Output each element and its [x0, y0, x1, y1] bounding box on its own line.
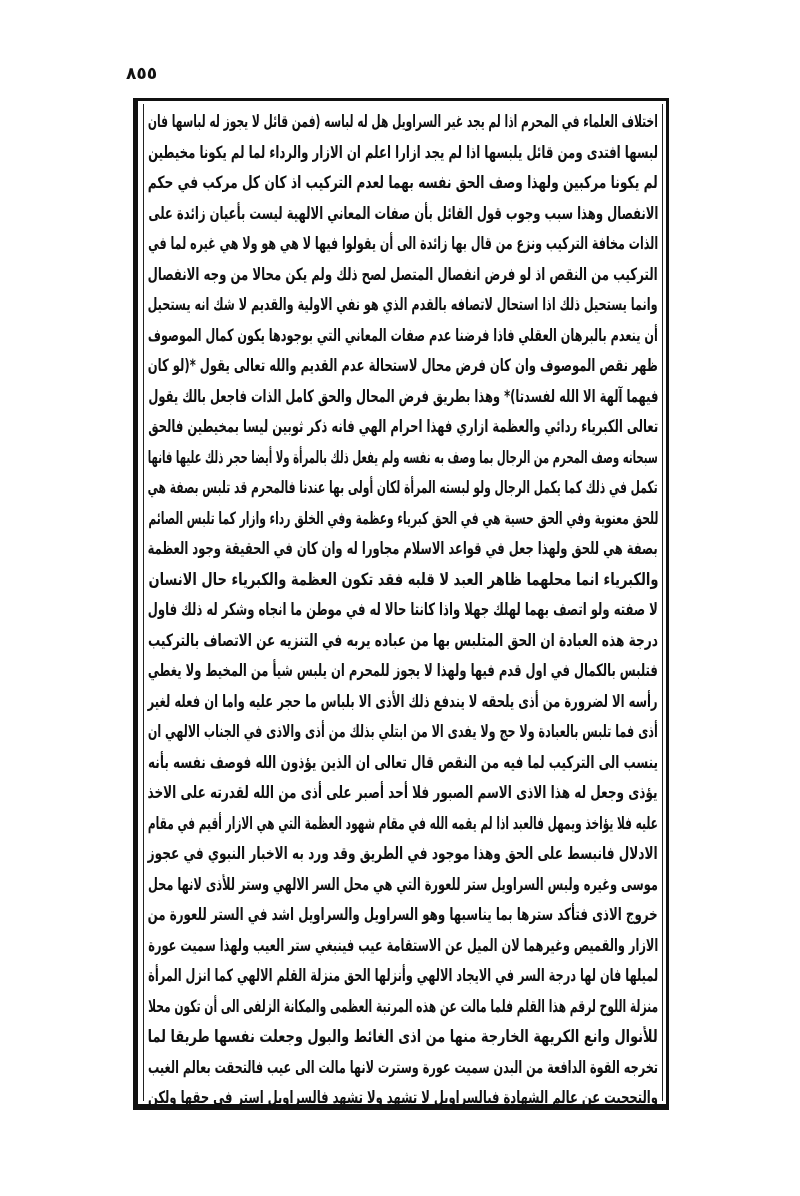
text-line-content: والتحجبت عن عالم الشهادة فبالسراويل لا تشهد ولا تشهد فالسراويل استر في حقها ولكن — [148, 1088, 658, 1108]
text-line — [148, 595, 658, 626]
text-line-content: ظهر نقص الموصوف وان كان فرض محال لاستحالة عدم القديم والله تعالى يقول *(لو كان — [148, 356, 658, 376]
text-line-content: فتلبس بالكمال في اول قدم فيها ولهذا لا يجوز للمحرم ان يلبس شيأ من المخيط ولا يغطي — [148, 661, 658, 681]
text-line-content: لم يكونا مركبين ولهذا وصف الحق نفسه بهما لعدم التركيب اذ كان كل مركب في حكم — [147, 173, 658, 193]
text-line — [148, 565, 658, 596]
text-line — [148, 748, 658, 779]
text-line — [148, 870, 658, 901]
text-line — [148, 626, 658, 657]
text-line-content: خروج الاذى فتأكد سترها بما يناسبها وهو السراويل والسراويل اشد في الستر للعورة من — [148, 905, 658, 925]
text-line-content: الادلال فانبسط على الحق وهذا موجود في الطريق وقد ورد به الاخبار النبوي في عجوز — [147, 844, 658, 864]
text-line-content: أذى فما تلبس بالعبادة ولا حج ولا يفدى الا من ابتلي بذلك من أذى والاذى في الجناب الالهي ان — [148, 722, 658, 742]
text-line — [148, 321, 658, 352]
body-text — [148, 107, 658, 1114]
text-line — [148, 534, 658, 565]
text-line — [148, 778, 658, 809]
text-line — [148, 809, 658, 840]
text-line-content: للحق معنوية وفي الحق حسية هي في الحق كبرياء وعظمة وفي الخلق رداء وازار كما تلبس الصائم — [148, 508, 658, 529]
text-line — [148, 443, 658, 474]
text-line-content: يؤذى وجعل له هذا الاذى الاسم الصبور فلا أحد أصبر على أذى من الله لقدرته على الاخذ — [148, 783, 658, 803]
text-line — [148, 199, 658, 230]
text-line — [148, 168, 658, 199]
text-line-content: التركيب من النقص اذ لو فرض انفصال المتصل لصح ذلك ولم يكن محالا من وجه الانفصال — [147, 264, 658, 285]
text-line-content: والكبرياء انما محلهما ظاهر العبد لا قلبه فقد تكون العظمة والكبرياء حال الانسان — [148, 569, 658, 590]
text-line-content: الانفصال وهذا سبب وجوب قول القائل بأن صفات المعاني الالهية ليست بأعيان زائدة على — [148, 203, 658, 224]
text-line — [148, 260, 658, 291]
text-line-content: اختلاف العلماء في المحرم اذا لم يجد غير السراويل هل له لباسه (فمن قائل لا يجوز له لباسها فان — [148, 112, 658, 132]
page-number: ٨٥٥ — [126, 64, 158, 84]
text-line-content: تعالى الكبرياء ردائي والعظمة ازاري فهذا احرام الهي فانه ذكر ثوبين ليسا بمخيطين فالحق — [148, 417, 658, 437]
text-line — [148, 656, 658, 687]
text-line-content: تكمل في ذلك كما يكمل الرجال ولو لبسته المرأة لكان أولى بها عندنا فالمحرم قد تلبس بصفة هي — [147, 478, 658, 498]
text-line-content: درجة هذه العبادة ان الحق المتلبس بها من عباده يربه في التنزيه عن الاتصاف بالتركيب — [148, 630, 658, 651]
text-line — [148, 229, 658, 260]
text-line — [148, 992, 658, 1023]
text-line — [148, 717, 658, 748]
text-line-content: عليه فلا يؤاخذ ويمهل فالعبد اذا لم يقمه الله في مقام شهود العظمة التي هي الازار أقيم في مقام — [148, 813, 658, 834]
text-line — [148, 1022, 658, 1053]
text-line-content: الازار والقميص وغيرهما لان الميل عن الاستقامة عيب فينبغي ستر العيب ولهذا سميت عورة — [148, 935, 658, 956]
text-line — [148, 900, 658, 931]
text-line — [148, 1083, 658, 1114]
text-line — [148, 351, 658, 382]
text-line — [148, 473, 658, 504]
text-line — [148, 504, 658, 535]
text-line-content: رأسه الا لضرورة من أذى يلحقه لا يندفع ذلك الأذى الا بلباس ما حجر عليه واما ان فعله لغير — [148, 691, 658, 712]
text-line-content: الذات مخافة التركيب ونزع من قال بها زائدة الى أن يقولوا فيها لا هي هو ولا هي غيره لما في — [148, 234, 658, 254]
text-line — [148, 687, 658, 718]
text-line-content: لبسها افتدى ومن قائل يلبسها اذا لم يجد ازارا اعلم ان الازار والرداء لما لم يكونا مخيطين — [148, 142, 658, 163]
text-line-content: فيهما آلهة الا الله لفسدتا)* وهذا بطريق فرض المحال والحق كامل الذات فاجعل بالك يقول — [148, 386, 658, 407]
text-line — [148, 382, 658, 413]
text-line — [148, 931, 658, 962]
text-line-content: سبحانه وصف المحرم من الرجال بما وصف به نفسه ولم يفعل ذلك بالمرأة ولا أيضا حجر ذلك عليها فانها — [148, 447, 658, 468]
text-line — [148, 839, 658, 870]
text-line — [148, 412, 658, 443]
text-line — [148, 290, 658, 321]
text-line — [148, 138, 658, 169]
text-line-content: منزلة اللوح لرقم هذا القلم فلما مالت عن هذه المرتبة العظمى والمكانة الزلفى الى أن تكون محلا — [148, 996, 658, 1017]
text-line-content: ينسب الى التركيب لما فيه من النقص قال تعالى ان الذين يؤذون الله فوصف نفسه بأنه — [148, 752, 658, 773]
text-line-content: لا صفته ولو اتصف بهما لهلك جهلا واذا كانتا حالا له في موطن ما انجاه وشكر له ذلك فاول — [148, 600, 658, 620]
text-line-content: أن ينعدم بالبرهان العقلي فاذا فرضنا عدم صفات المعاني التي بوجودها يكون كمال الموصوف — [148, 325, 658, 346]
text-line-content: لميلها فان لها درجة السر في الايجاد الالهي وأنزلها الحق منزلة القلم الالهي كما انزل المرأة — [147, 966, 658, 986]
text-line-content: تخرجه القوة الدافعة من البدن سميت عورة وسترت لانها مالت الى عيب فالتحقت بعالم الغيب — [147, 1057, 658, 1078]
text-line-content: وانما يستحيل ذلك اذا استحال لاتصافه بالقدم الذي هو نفي الاولية والقديم لا شك انه يستحيل — [148, 295, 658, 315]
text-line — [148, 107, 658, 138]
text-line-content: للأنوال وانع الكريهة الخارجة منها من اذى الغائط والبول وجعلت نفسها طريقا لما — [148, 1027, 658, 1047]
text-line — [148, 961, 658, 992]
text-frame — [133, 98, 669, 1110]
text-line — [148, 1053, 658, 1084]
text-line-content: موسى وغيره ولبس السراويل ستر للعورة التي هي محل السر الالهي وستر للأذى لانها محل — [148, 874, 658, 895]
text-line-content: بصفة هي للحق ولهذا جعل في قواعد الاسلام مجاورا له وان كان في الحقيقة وجود العظمة — [147, 539, 658, 559]
